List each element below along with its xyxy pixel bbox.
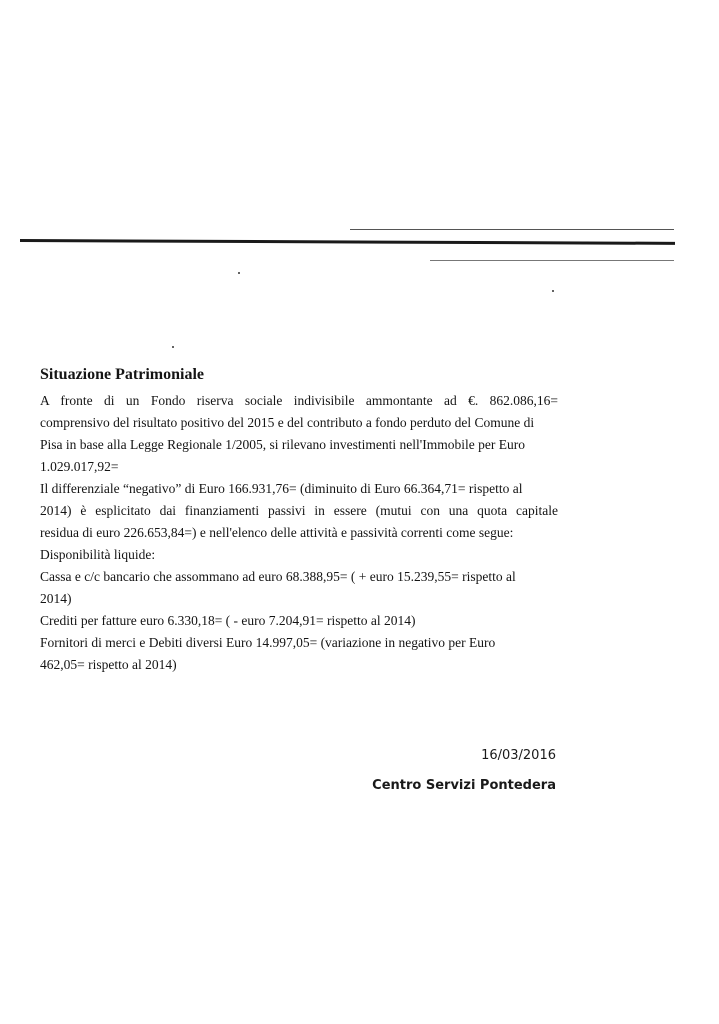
text-line: 2014) è esplicitato dai finanziamenti passivi in essere (mutui con una quota capitale (40, 503, 558, 518)
horizontal-rule-thin (350, 229, 674, 230)
scan-speck (552, 290, 554, 292)
text-line: comprensivo del risultato positivo del 2015 e del contributo a fondo perduto del Comune di (40, 415, 535, 430)
text-line: Disponibilità liquide: (40, 547, 156, 562)
text-line: Fornitori di merci e Debiti diversi Euro 14.997,05= (variazione in negativo per Euro (40, 635, 496, 650)
horizontal-rule (20, 239, 675, 245)
text-line: A fronte di un Fondo riserva sociale indivisibile ammontante ad €. 862.086,16= (40, 393, 558, 408)
text-line: Pisa in base alla Legge Regionale 1/2005, si rilevano investimenti nell'Immobile per Euro (40, 437, 525, 452)
scan-speck (172, 346, 174, 348)
text-line: Cassa e c/c bancario che assommano ad euro 68.388,95= ( + euro 15.239,55= rispetto al (40, 569, 516, 584)
text-line: Crediti per fatture euro 6.330,18= ( - euro 7.204,91= rispetto al 2014) (40, 613, 416, 628)
document-body (40, 364, 558, 676)
signature-name: Centro Servizi Pontedera (372, 778, 556, 793)
text-line: Il differenziale “negativo” di Euro 166.931,76= (diminuito di Euro 66.364,71= rispetto al (40, 481, 523, 496)
document-title: Situazione Patrimoniale (40, 366, 204, 383)
text-line: residua di euro 226.653,84=) e nell'elenco delle attività e passività correnti come segue: (40, 525, 514, 540)
horizontal-rule-thin (430, 260, 674, 261)
text-line: 462,05= rispetto al 2014) (40, 657, 177, 672)
text-line: 1.029.017,92= (40, 459, 119, 474)
document-paragraph (40, 390, 558, 676)
scan-speck (238, 272, 240, 274)
document-date: 16/03/2016 (481, 748, 556, 763)
text-line: 2014) (40, 591, 72, 606)
